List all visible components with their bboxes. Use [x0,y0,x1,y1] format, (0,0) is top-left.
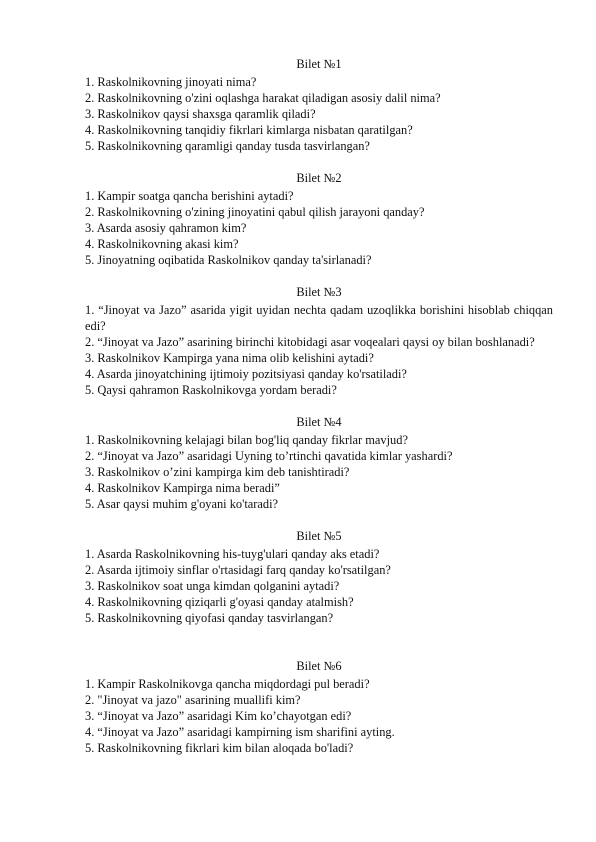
question-item: 2. Asarda ijtimoiy sinflar o'rtasidagi farq qanday ko'rsatilgan? [85,563,391,577]
question-item: 3. Raskolnikov qaysi shaxsga qaramlik qiladi? [85,107,316,121]
question-item: 4. Raskolnikovning tanqidiy fikrlari kimlarga nisbatan qaratilgan? [85,123,413,137]
question-item: 2. Raskolnikovning o'zining jinoyatini qabul qilish jarayoni qanday? [85,205,425,219]
ticket-2 [85,170,553,268]
question-item: 4. “Jinoyat va Jazo” asaridagi kampirning ism sharifini ayting. [85,725,395,739]
question-item: 5. Jinoyatning oqibatida Raskolnikov qanday ta'sirlanadi? [85,253,372,267]
ticket-4 [85,414,553,512]
ticket-title: Bilet №4 [296,415,342,429]
question-item: 5. Raskolnikovning fikrlari kim bilan aloqada bo'ladi? [85,741,354,755]
question-item: 5. Qaysi qahramon Raskolnikovga yordam beradi? [85,383,337,397]
document-page [85,56,553,756]
ticket-title: Bilet №6 [296,659,342,673]
question-item: 4. Raskolnikovning qiziqarli g'oyasi qanday atalmish? [85,595,354,609]
question-list [85,432,553,512]
question-item: 1. Raskolnikovning kelajagi bilan bog'liq qanday fikrlar mavjud? [85,433,408,447]
ticket-6 [85,658,553,756]
question-item: 2. “Jinoyat va Jazo” asarining birinchi kitobidagi asar voqealari qaysi oy bilan boshlanadi? [85,335,535,349]
question-item: 1. Kampir soatga qancha berishini aytadi? [85,189,294,203]
question-item: 2. Raskolnikovning o'zini oqlashga harakat qiladigan asosiy dalil nima? [85,91,441,105]
ticket-title: Bilet №5 [296,529,342,543]
ticket-3 [85,284,553,398]
ticket-title: Bilet №3 [296,285,342,299]
question-item: 3. Raskolnikov Kampirga yana nima olib kelishini aytadi? [85,351,374,365]
question-item: 3. Asarda asosiy qahramon kim? [85,221,247,235]
question-item: 5. Asar qaysi muhim g'oyani ko'taradi? [85,497,279,511]
question-list [85,188,553,268]
question-item: 3. Raskolnikov o’zini kampirga kim deb tanishtiradi? [85,465,350,479]
question-item: 4. Raskolnikovning akasi kim? [85,237,239,251]
question-item: 5. Raskolnikovning qaramligi qanday tusda tasvirlangan? [85,139,370,153]
ticket-title: Bilet №1 [296,57,342,71]
question-list [85,676,553,756]
question-item: 1. Kampir Raskolnikovga qancha miqdordagi pul beradi? [85,677,370,691]
ticket-1 [85,56,553,154]
question-list [85,302,553,398]
question-list [85,546,553,626]
ticket-5 [85,528,553,626]
question-item: 4. Raskolnikov Kampirga nima beradi” [85,481,280,495]
question-item: 1. “Jinoyat va Jazo” asarida yigit uyidan nechta qadam uzoqlikka borishini hisoblab chiqqan edi? [85,303,553,333]
question-item: 3. Raskolnikov soat unga kimdan qolganini aytadi? [85,579,340,593]
question-item: 3. “Jinoyat va Jazo” asaridagi Kim ko’chayotgan edi? [85,709,352,723]
question-item: 1. Asarda Raskolnikovning his-tuyg'ulari qanday aks etadi? [85,547,380,561]
ticket-title: Bilet №2 [296,171,342,185]
question-item: 2. “Jinoyat va Jazo” asaridagi Uyning to’rtinchi qavatida kimlar yashardi? [85,449,453,463]
question-item: 1. Raskolnikovning jinoyati nima? [85,75,257,89]
question-item: 4. Asarda jinoyatchining ijtimoiy pozitsiyasi qanday ko'rsatiladi? [85,367,407,381]
question-item: 2. "Jinoyat va jazo" asarining muallifi kim? [85,693,301,707]
question-list [85,74,553,154]
question-item: 5. Raskolnikovning qiyofasi qanday tasvirlangan? [85,611,334,625]
